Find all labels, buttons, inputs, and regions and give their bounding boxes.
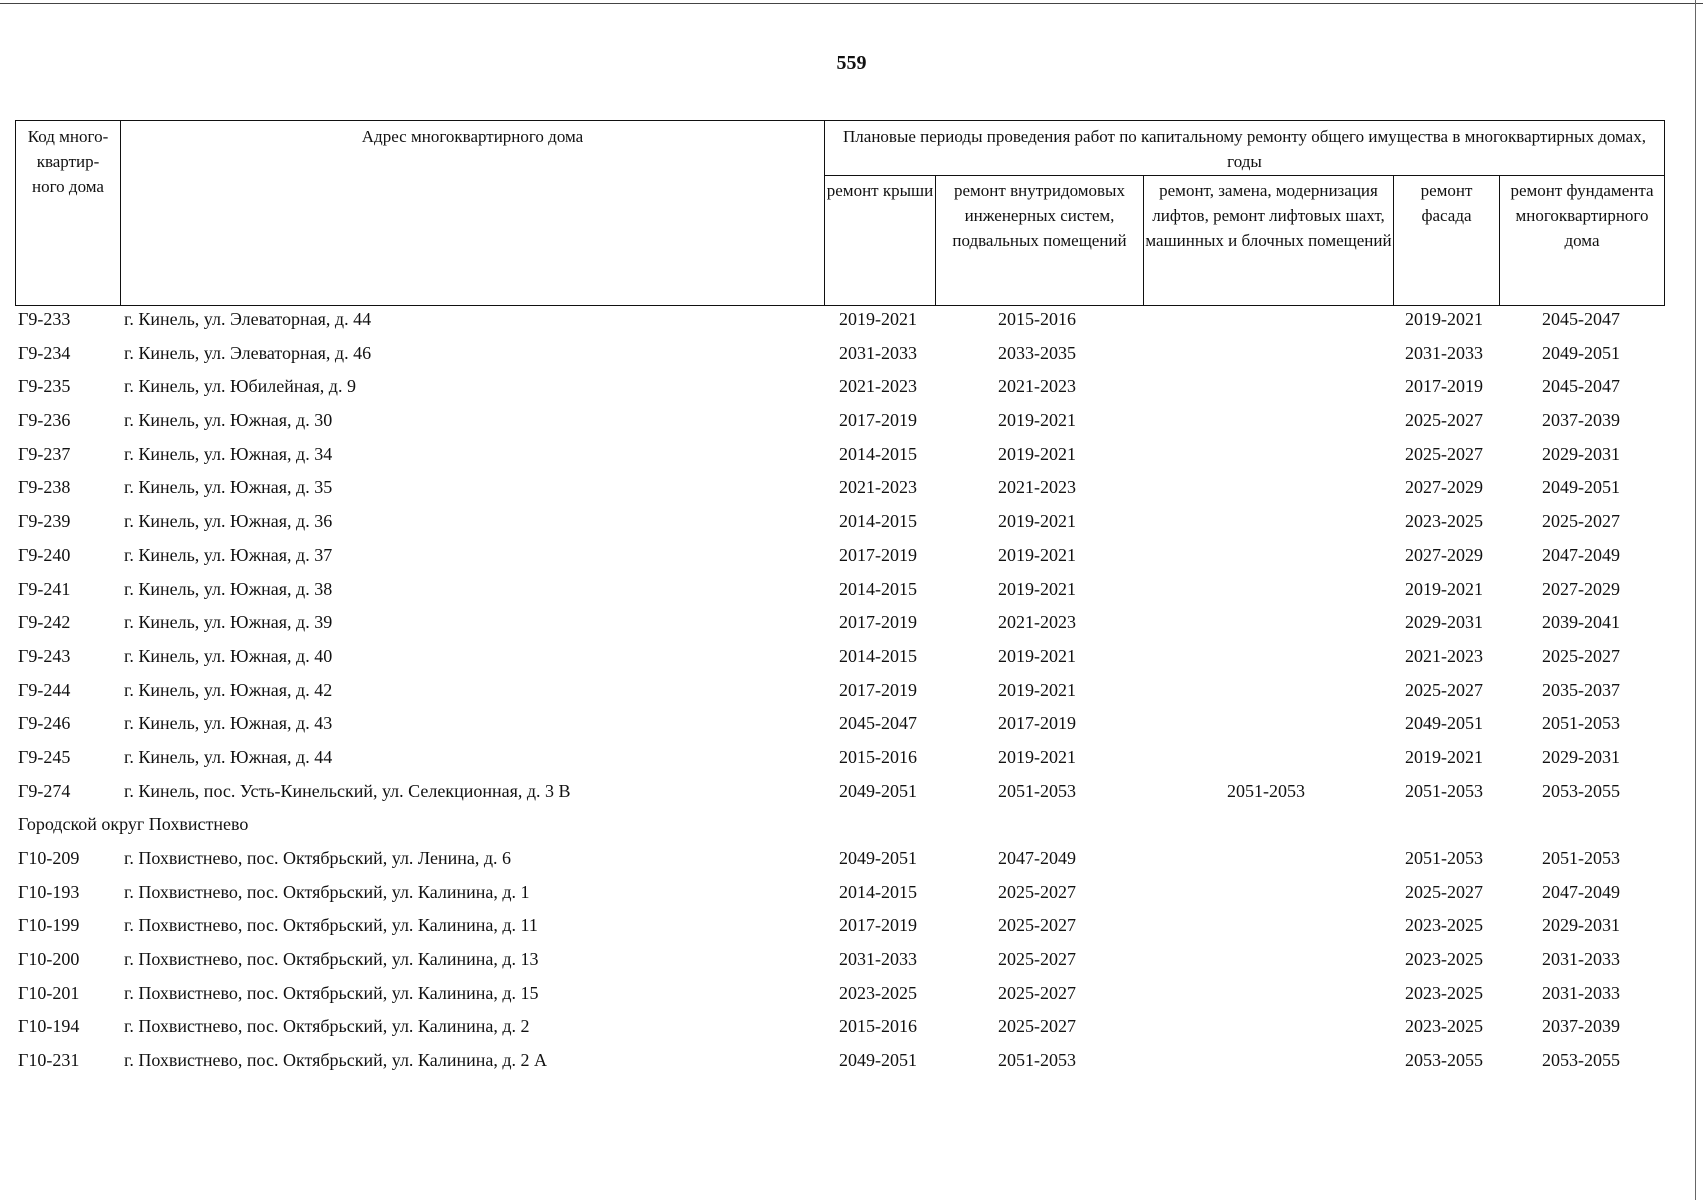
cell-foundation: 2029-2031 — [1542, 915, 1620, 936]
cell-engineering: 2033-2035 — [998, 342, 1076, 363]
table-row — [15, 845, 1665, 879]
cell-facade: 2025-2027 — [1405, 679, 1483, 700]
cell-code: Г10-193 — [18, 881, 80, 902]
cell-address: г. Кинель, ул. Южная, д. 30 — [124, 410, 333, 431]
table-row — [15, 542, 1665, 576]
cell-code: Г9-244 — [18, 679, 71, 700]
table-row — [15, 508, 1665, 542]
cell-engineering: 2021-2023 — [998, 477, 1076, 498]
cell-roof: 2014-2015 — [839, 645, 917, 666]
cell-facade: 2051-2053 — [1405, 780, 1483, 801]
cell-code: Г9-234 — [18, 342, 71, 363]
cell-address: г. Похвистнево, пос. Октябрьский, ул. Калинина, д. 11 — [124, 915, 538, 936]
cell-foundation: 2045-2047 — [1542, 309, 1620, 329]
cell-address: г. Похвистнево, пос. Октябрьский, ул. Ленина, д. 6 — [124, 848, 512, 868]
cell-roof: 2031-2033 — [839, 342, 917, 363]
cell-address: г. Кинель, ул. Элеваторная, д. 46 — [124, 342, 372, 363]
cell-facade: 2027-2029 — [1405, 544, 1483, 565]
cell-address: г. Кинель, ул. Юбилейная, д. 9 — [124, 376, 356, 397]
table-row — [15, 946, 1665, 980]
cell-address: г. Кинель, ул. Элеваторная, д. 44 — [124, 309, 372, 329]
cell-facade: 2049-2051 — [1405, 713, 1483, 734]
cell-roof: 2014-2015 — [839, 578, 917, 599]
cell-roof: 2014-2015 — [839, 881, 917, 902]
cell-address: г. Кинель, ул. Южная, д. 36 — [124, 511, 333, 532]
cell-facade: 2019-2021 — [1405, 746, 1483, 767]
cell-roof: 2021-2023 — [839, 477, 917, 498]
cell-engineering: 2025-2027 — [998, 982, 1076, 1003]
header-code-label: Код много- квартир- ного дома — [27, 127, 109, 196]
table-row — [15, 912, 1665, 946]
cell-foundation: 2049-2051 — [1542, 477, 1620, 498]
cell-code: Г9-240 — [18, 544, 71, 565]
table-row — [15, 306, 1665, 340]
cell-roof: 2017-2019 — [839, 410, 917, 431]
header-address — [120, 121, 824, 305]
cell-engineering: 2019-2021 — [998, 645, 1076, 666]
cell-facade: 2027-2029 — [1405, 477, 1483, 498]
table-row — [15, 744, 1665, 778]
cell-code: Г9-238 — [18, 477, 71, 498]
page-number: 559 — [836, 52, 867, 74]
table-row — [15, 1047, 1665, 1081]
header-roof: ремонт крыши — [826, 181, 934, 200]
cell-engineering: 2019-2021 — [998, 578, 1076, 599]
cell-roof: 2017-2019 — [839, 612, 917, 633]
cell-foundation: 2037-2039 — [1542, 410, 1620, 431]
cell-address: г. Кинель, ул. Южная, д. 35 — [124, 477, 333, 498]
table-row — [15, 474, 1665, 508]
cell-engineering: 2019-2021 — [998, 679, 1076, 700]
cell-engineering: 2019-2021 — [998, 410, 1076, 431]
cell-facade: 2023-2025 — [1405, 982, 1483, 1003]
cell-engineering: 2051-2053 — [998, 1050, 1076, 1071]
cell-address: г. Кинель, ул. Южная, д. 34 — [124, 443, 333, 464]
cell-address: г. Кинель, ул. Южная, д. 40 — [124, 645, 333, 666]
cell-foundation: 2029-2031 — [1542, 443, 1620, 464]
cell-engineering: 2015-2016 — [998, 309, 1076, 329]
table-row — [15, 441, 1665, 475]
cell-facade: 2019-2021 — [1405, 309, 1483, 329]
cell-address: г. Кинель, ул. Южная, д. 39 — [124, 612, 333, 633]
cell-lift: 2051-2053 — [1227, 780, 1305, 801]
cell-engineering: 2025-2027 — [998, 1016, 1076, 1037]
cell-code: Г9-233 — [18, 309, 71, 329]
cell-code: Г9-239 — [18, 511, 71, 532]
header-periods — [824, 121, 1664, 305]
cell-facade: 2023-2025 — [1405, 915, 1483, 936]
cell-code: Г9-236 — [18, 410, 71, 431]
cell-code: Г10-199 — [18, 915, 80, 936]
cell-engineering: 2025-2027 — [998, 949, 1076, 970]
cell-address: г. Похвистнево, пос. Октябрьский, ул. Калинина, д. 2 — [124, 1016, 530, 1037]
cell-roof: 2023-2025 — [839, 982, 917, 1003]
cell-address: г. Похвистнево, пос. Октябрьский, ул. Калинина, д. 15 — [124, 982, 539, 1003]
cell-roof: 2045-2047 — [839, 713, 917, 734]
cell-facade: 2019-2021 — [1405, 578, 1483, 599]
cell-roof: 2021-2023 — [839, 376, 917, 397]
cell-engineering: 2019-2021 — [998, 443, 1076, 464]
cell-roof: 2017-2019 — [839, 679, 917, 700]
cell-address: г. Кинель, ул. Южная, д. 43 — [124, 713, 333, 734]
cell-foundation: 2025-2027 — [1542, 511, 1620, 532]
cell-roof: 2015-2016 — [839, 746, 917, 767]
top-rule — [0, 3, 1703, 4]
cell-facade: 2023-2025 — [1405, 949, 1483, 970]
cell-code: Г9-242 — [18, 612, 71, 633]
cell-roof: 2049-2051 — [839, 848, 917, 868]
repair-schedule-table — [15, 120, 1665, 1081]
cell-code: Г10-209 — [18, 848, 80, 868]
cell-address: г. Кинель, ул. Южная, д. 42 — [124, 679, 333, 700]
header-engineering: ремонт внутридомовых инженерных систем, подвальных помещений — [935, 176, 1143, 305]
cell-address: г. Похвистнево, пос. Октябрьский, ул. Калинина, д. 13 — [124, 949, 539, 970]
cell-roof: 2019-2021 — [839, 309, 917, 329]
cell-foundation: 2049-2051 — [1542, 342, 1620, 363]
cell-engineering: 2051-2053 — [998, 780, 1076, 801]
cell-engineering: 2019-2021 — [998, 511, 1076, 532]
cell-engineering: 2019-2021 — [998, 746, 1076, 767]
cell-code: Г9-245 — [18, 746, 71, 767]
cell-foundation: 2051-2053 — [1542, 848, 1620, 868]
table-row — [15, 710, 1665, 744]
cell-code: Г10-194 — [18, 1016, 80, 1037]
cell-code: Г9-243 — [18, 645, 71, 666]
cell-foundation: 2047-2049 — [1542, 881, 1620, 902]
header-lift: ремонт, замена, модернизация лифтов, ремонт лифтовых шахт, машинных и блочных помещений — [1143, 176, 1393, 305]
table-row — [15, 609, 1665, 643]
cell-address: г. Похвистнево, пос. Октябрьский, ул. Калинина, д. 2 А — [124, 1050, 548, 1071]
cell-engineering: 2021-2023 — [998, 612, 1076, 633]
table-header — [15, 120, 1665, 306]
table-row — [15, 677, 1665, 711]
cell-code: Г10-201 — [18, 982, 80, 1003]
rows-pokhvistnevo — [15, 845, 1665, 1081]
cell-code: Г9-274 — [18, 780, 71, 801]
cell-roof: 2049-2051 — [839, 1050, 917, 1071]
cell-engineering: 2025-2027 — [998, 881, 1076, 902]
cell-foundation: 2025-2027 — [1542, 645, 1620, 666]
rows-kinel — [15, 306, 1665, 811]
cell-code: Г9-241 — [18, 578, 71, 599]
table-row — [15, 407, 1665, 441]
section-title-row — [15, 811, 1665, 845]
cell-engineering: 2021-2023 — [998, 376, 1076, 397]
header-address-label: Адрес многоквартирного дома — [361, 127, 584, 146]
cell-roof: 2049-2051 — [839, 780, 917, 801]
table-row — [15, 340, 1665, 374]
cell-roof: 2017-2019 — [839, 915, 917, 936]
header-subcolumns — [825, 176, 1664, 305]
cell-roof: 2014-2015 — [839, 443, 917, 464]
cell-foundation: 2045-2047 — [1542, 376, 1620, 397]
cell-address: г. Похвистнево, пос. Октябрьский, ул. Калинина, д. 1 — [124, 881, 530, 902]
cell-code: Г9-246 — [18, 713, 71, 734]
cell-facade: 2053-2055 — [1405, 1050, 1483, 1071]
right-margin-rule — [1695, 0, 1696, 1200]
cell-foundation: 2051-2053 — [1542, 713, 1620, 734]
cell-code: Г9-235 — [18, 376, 71, 397]
cell-facade: 2023-2025 — [1405, 511, 1483, 532]
cell-foundation: 2031-2033 — [1542, 982, 1620, 1003]
cell-facade: 2021-2023 — [1405, 645, 1483, 666]
table-row — [15, 879, 1665, 913]
cell-code: Г9-237 — [18, 443, 71, 464]
cell-facade: 2023-2025 — [1405, 1016, 1483, 1037]
cell-foundation: 2047-2049 — [1542, 544, 1620, 565]
header-periods-title: Плановые периоды проведения работ по капитальному ремонту общего имущества в многоквартирных домах, годы — [825, 121, 1664, 176]
cell-address: г. Кинель, ул. Южная, д. 38 — [124, 578, 333, 599]
cell-address: г. Кинель, ул. Южная, д. 37 — [124, 544, 333, 565]
cell-foundation: 2035-2037 — [1542, 679, 1620, 700]
cell-foundation: 2027-2029 — [1542, 578, 1620, 599]
cell-code: Г10-231 — [18, 1050, 80, 1071]
cell-facade: 2017-2019 — [1405, 376, 1483, 397]
cell-facade: 2029-2031 — [1405, 612, 1483, 633]
cell-address: г. Кинель, пос. Усть-Кинельский, ул. Селекционная, д. 3 В — [124, 780, 571, 801]
header-foundation: ремонт фундамента многоквартирного дома — [1499, 176, 1664, 305]
table-body — [15, 306, 1665, 1081]
cell-facade: 2031-2033 — [1405, 342, 1483, 363]
header-facade: ремонт фасада — [1393, 176, 1499, 305]
cell-roof: 2014-2015 — [839, 511, 917, 532]
table-row — [15, 1013, 1665, 1047]
cell-foundation: 2037-2039 — [1542, 1016, 1620, 1037]
cell-code: Г10-200 — [18, 949, 80, 970]
table-row — [15, 373, 1665, 407]
cell-roof: 2031-2033 — [839, 949, 917, 970]
cell-facade: 2025-2027 — [1405, 410, 1483, 431]
cell-facade: 2025-2027 — [1405, 881, 1483, 902]
cell-facade: 2051-2053 — [1405, 848, 1483, 868]
cell-address: г. Кинель, ул. Южная, д. 44 — [124, 746, 333, 767]
cell-foundation: 2029-2031 — [1542, 746, 1620, 767]
cell-facade: 2025-2027 — [1405, 443, 1483, 464]
cell-foundation: 2053-2055 — [1542, 1050, 1620, 1071]
table-row — [15, 643, 1665, 677]
cell-engineering: 2017-2019 — [998, 713, 1076, 734]
cell-foundation: 2039-2041 — [1542, 612, 1620, 633]
cell-foundation: 2031-2033 — [1542, 949, 1620, 970]
table-row — [15, 576, 1665, 610]
cell-roof: 2017-2019 — [839, 544, 917, 565]
table-row — [15, 980, 1665, 1014]
cell-foundation: 2053-2055 — [1542, 780, 1620, 801]
cell-engineering: 2047-2049 — [998, 848, 1076, 868]
table-row — [15, 778, 1665, 812]
section-title: Городской округ Похвистнево — [18, 814, 249, 835]
header-code — [16, 121, 120, 305]
cell-engineering: 2025-2027 — [998, 915, 1076, 936]
cell-engineering: 2019-2021 — [998, 544, 1076, 565]
cell-roof: 2015-2016 — [839, 1016, 917, 1037]
